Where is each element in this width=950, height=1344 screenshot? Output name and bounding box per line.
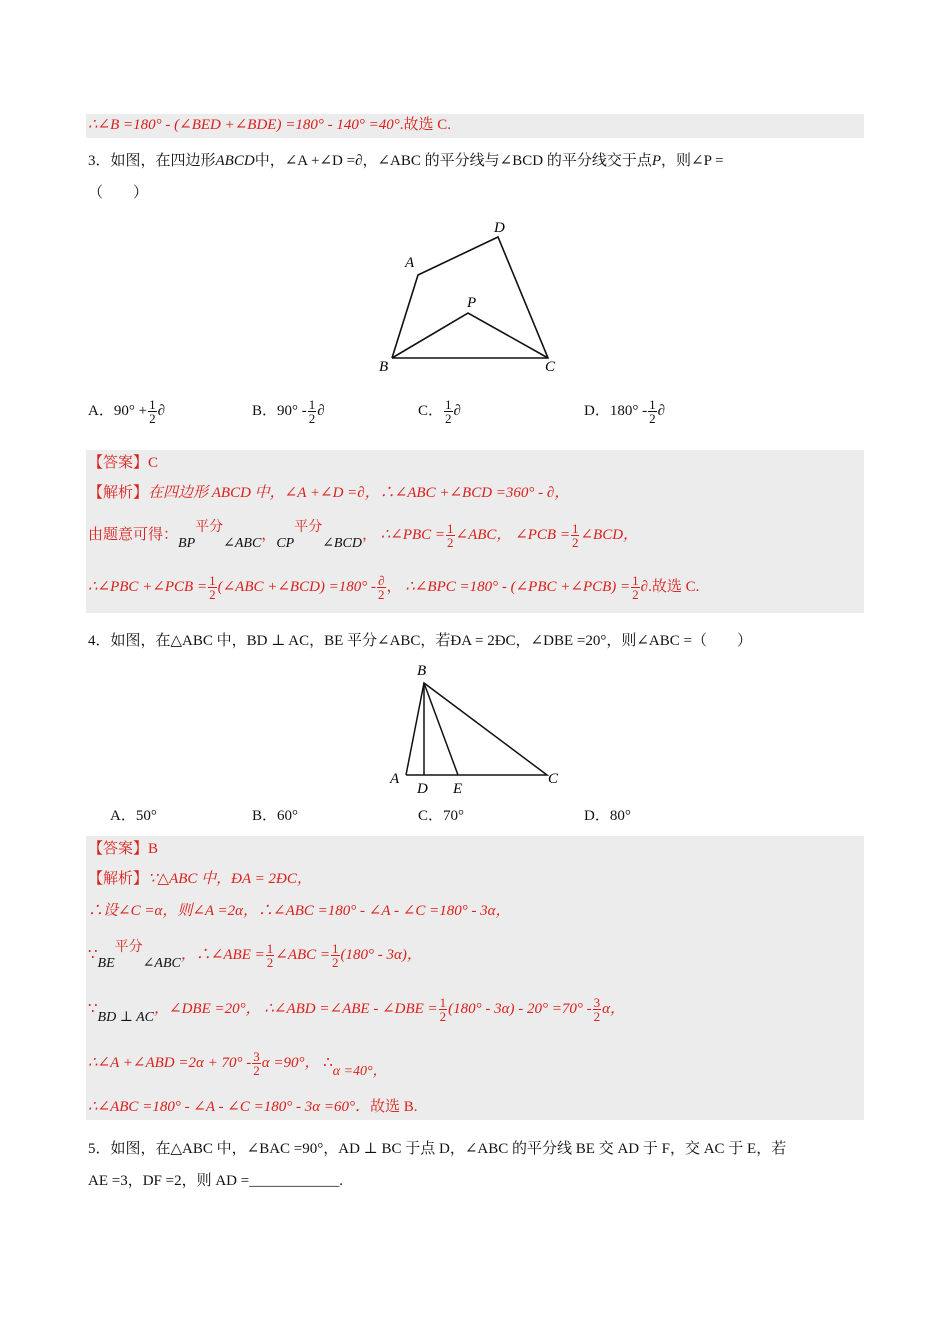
q4-analysis-line1: 【解析】∵△ABC 中，ÐA = 2ÐC， (88, 871, 312, 887)
q3-label-C: C (545, 359, 556, 375)
q4-option-b[interactable]: B．60° (252, 808, 299, 824)
q4-label-E: E (453, 781, 463, 797)
q3-quadrilateral-figure (370, 215, 570, 380)
q3-label-D: D (494, 220, 505, 236)
q3-option-c[interactable]: C． $\frac{1}{2}$ ∂ (418, 397, 461, 426)
q3-label-A: A (405, 255, 415, 271)
q4-option-a[interactable]: A．50° (110, 808, 157, 824)
q4-answer: 【答案】B (88, 841, 159, 857)
q3-label-P: P (467, 295, 477, 311)
q3-answer: 【答案】C (88, 455, 159, 471)
q3-analysis-line3: ∴∠PBC +∠PCB = $\frac{1}{2}$ (∠ABC +∠BCD) =180° - $\frac{\partial}{2}$ ， ∴∠BPC =180° - (∠PBC +∠PCB) = $\frac{1}{2}$ ∂.故选 C. (88, 573, 700, 603)
q4-label-B: B (417, 663, 427, 679)
q4-analysis-line3: ∵BE平分∠ABC，∴∠ABE = $\frac{1}{2}$ ∠ABC = $\frac{1}{2}$ (180° - 3α)， (88, 940, 422, 971)
q3-option-b[interactable]: B．90° - $\frac{1}{2}$ ∂ (252, 397, 325, 426)
q4-label-D: D (417, 781, 428, 797)
q2-solution-line: ∴∠B =180° - (∠BED +∠BDE) =180° - 140° =40°.故选 C. (88, 117, 451, 133)
q4-option-d[interactable]: D．80° (584, 808, 631, 824)
q5-question-line2: AE =3，DF =2，则 AD =____________. (88, 1173, 343, 1189)
q4-analysis-line2: ∴设∠C =α，则∠A =2α，∴∠ABC =180° - ∠A - ∠C =180° - 3α， (88, 903, 511, 919)
q4-analysis-line4: ∵BD ⊥ AC，∠DBE =20°， ∴∠ABD =∠ABE - ∠DBE = $\frac{1}{2}$ (180° - 3α) - 20° =70° - $\frac{3}{2}$ α， (88, 995, 626, 1025)
q3-question-text: 3．如图，在四边形ABCD中，∠A +∠D =∂，∠ABC 的平分线与∠BCD 的平分线交于点P，则∠P = (88, 153, 724, 169)
q3-label-B: B (379, 359, 389, 375)
q4-option-c[interactable]: C．70° (418, 808, 465, 824)
q3-analysis-line2: 由题意可得：BP平分∠ABC，CP平分∠BCD， ∴∠PBC = $\frac{1}{2}$ ∠ABC， ∠PCB = $\frac{1}{2}$ ∠BCD， (88, 520, 639, 551)
q3-option-d[interactable]: D．180° - $\frac{1}{2}$ ∂ (584, 397, 666, 426)
q4-question-text: 4．如图，在△ABC 中，BD ⊥ AC，BE 平分∠ABC，若ÐA = 2ÐC，∠DBE =20°，则∠ABC =（ ） (88, 633, 752, 649)
q4-analysis-line6: ∴∠ABC =180° - ∠A - ∠C =180° - 3α =60°．故选 B. (88, 1099, 418, 1115)
q4-analysis-line5: ∴∠A +∠ABD =2α + 70° - $\frac{3}{2}$ α =90°， ∴α =40°， (88, 1049, 387, 1079)
q4-label-C: C (548, 771, 559, 787)
q3-option-a[interactable]: A．90° + $\frac{1}{2}$ ∂ (88, 397, 165, 426)
q3-answer-paren: （ ） (88, 185, 149, 201)
q4-triangle-figure (380, 655, 570, 800)
q4-label-A: A (390, 771, 400, 787)
q5-question-line1: 5．如图，在△ABC 中，∠BAC =90°，AD ⊥ BC 于点 D，∠ABC 的平分线 BE 交 AD 于 F，交 AC 于 E，若 (88, 1141, 787, 1157)
q3-analysis-line1: 【解析】在四边形 ABCD 中，∠A +∠D =∂，∴∠ABC +∠BCD =360° - ∂， (88, 485, 570, 501)
